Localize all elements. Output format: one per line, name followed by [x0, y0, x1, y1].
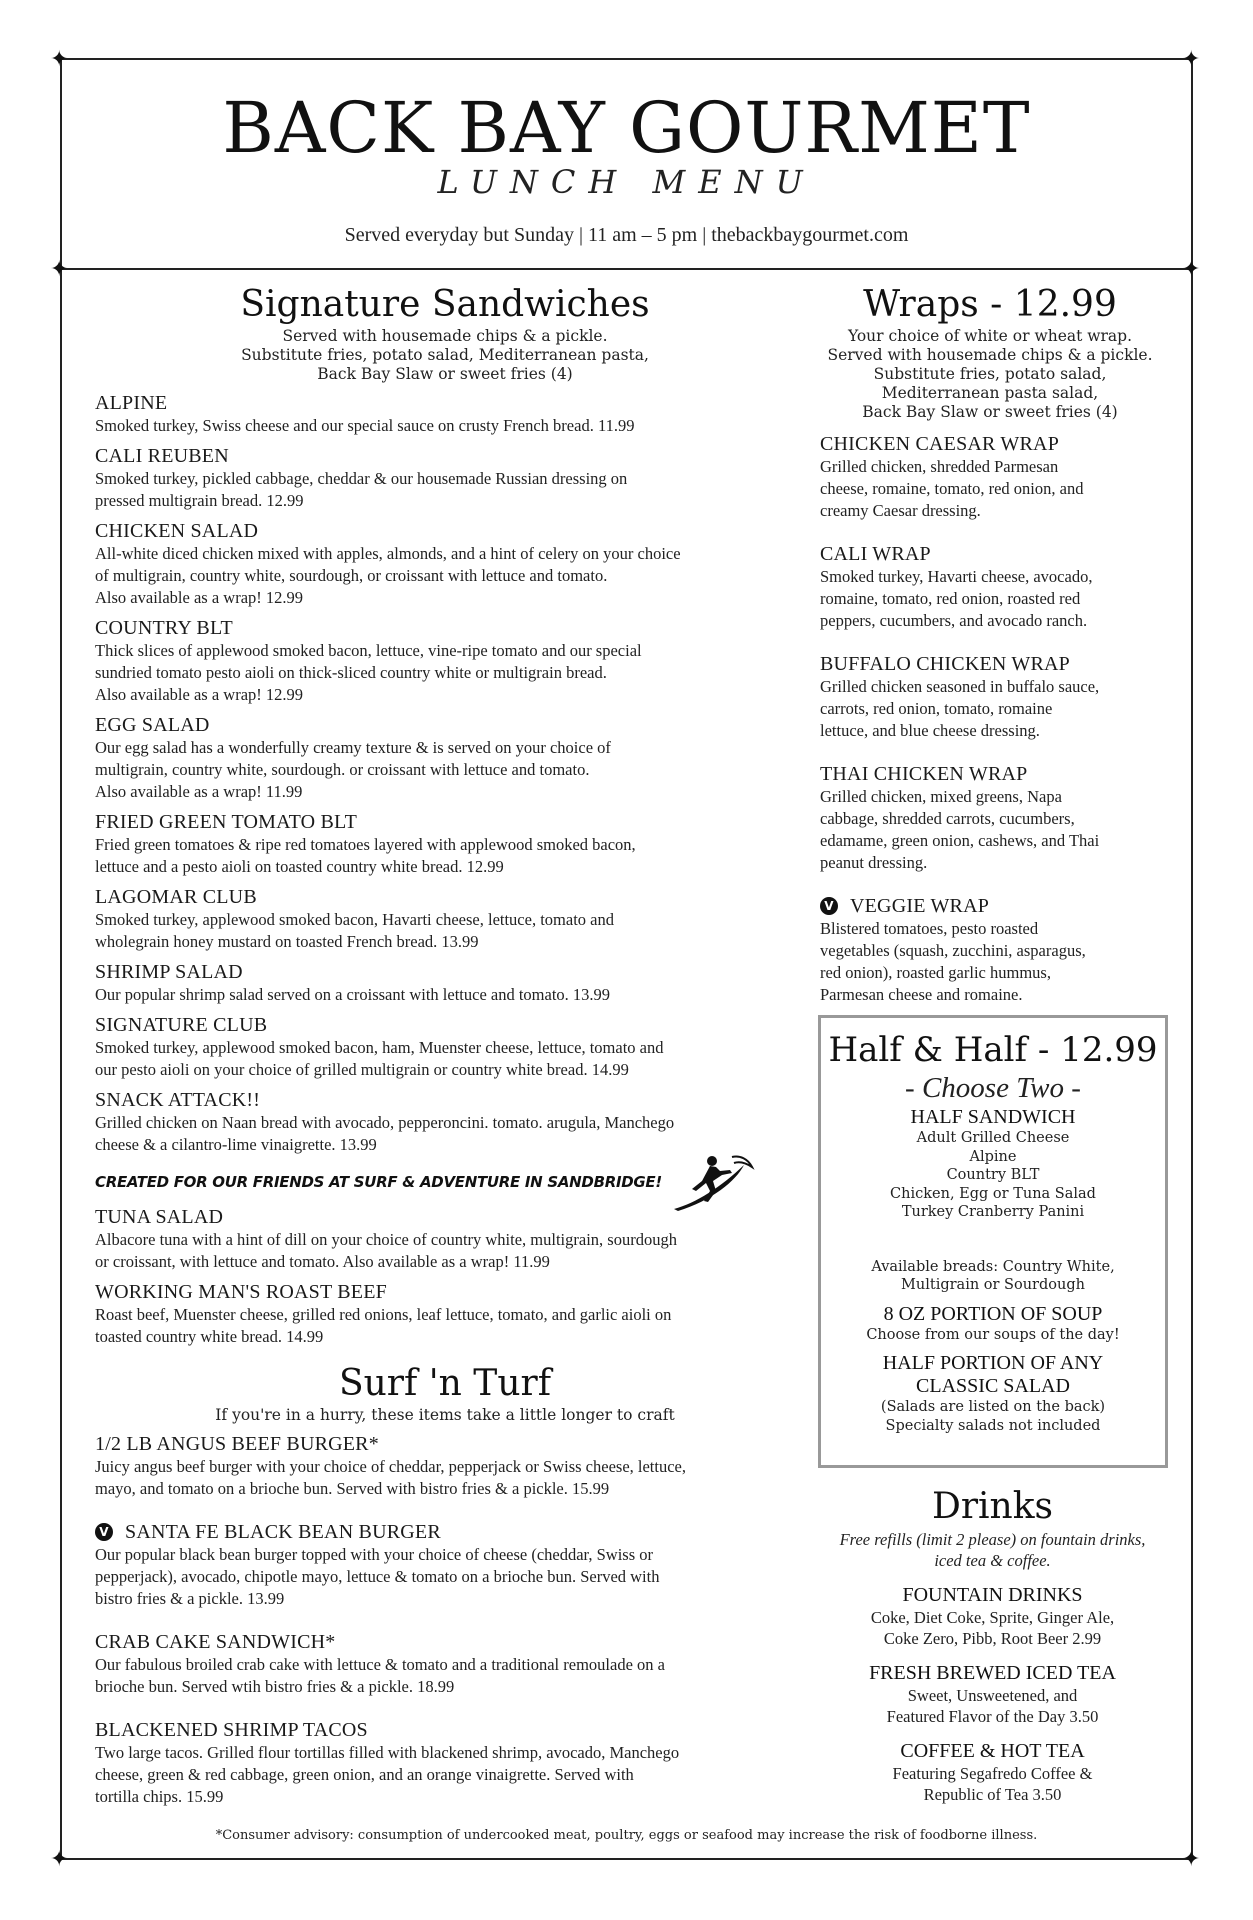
menu-item [95, 1520, 795, 1610]
available-breads: Available breads: Country White, [871, 1258, 1115, 1275]
wraps-note-line: Served with housemade chips & a pickle. [827, 346, 1153, 364]
surf-turf-note: If you're in a hurry, these items take a little longer to craft [215, 1406, 675, 1424]
item-desc: peanut dressing. [820, 853, 928, 872]
item-name: BLACKENED SHRIMP TACOS [95, 1719, 368, 1741]
wraps-note [820, 327, 1160, 422]
salad-title: HALF PORTION OF ANY [882, 1352, 1104, 1374]
drink-desc: Republic of Tea 3.50 [923, 1785, 1062, 1804]
sandwiches-note-line: Substitute fries, potato salad, Mediterranean pasta, [241, 346, 649, 364]
menu-item [95, 1205, 795, 1273]
item-desc: Thick slices of applewood smoked bacon, lettuce, vine-ripe tomato and our special [95, 641, 642, 660]
drinks-section [820, 1485, 1165, 1805]
menu-item [95, 960, 795, 1006]
item-desc: pepperjack), avocado, chipotle mayo, lettuce & tomato on a brioche bun. Served with [95, 1567, 660, 1586]
item-name: VEGGIE WRAP [850, 895, 990, 917]
item-desc: creamy Caesar dressing. [820, 501, 981, 520]
item-name: ALPINE [95, 392, 168, 414]
item-desc: carrots, red onion, tomato, romaine [820, 699, 1053, 718]
flourish-star-icon: ✦ [1182, 46, 1201, 71]
wraps-title: Wraps - 12.99 [863, 284, 1117, 325]
item-desc: wholegrain honey mustard on toasted French bread. 13.99 [95, 932, 479, 951]
item-name: CHICKEN CAESAR WRAP [820, 433, 1060, 455]
sandwich-option: Turkey Cranberry Panini [901, 1204, 1085, 1220]
menu-item [95, 885, 795, 953]
wraps-note-line: Mediterranean pasta salad, [881, 384, 1099, 402]
credit-text: CREATED FOR OUR FRIENDS AT SURF & ADVENTURE IN SANDBRIDGE! [95, 1173, 662, 1191]
item-desc: Smoked turkey, Swiss cheese and our special sauce on crusty French bread. 11.99 [95, 416, 635, 435]
half-half-title: Half & Half - 12.99 [828, 1030, 1158, 1070]
left-column [95, 283, 795, 1808]
sandwiches-title: Signature Sandwiches [240, 284, 650, 325]
item-desc: cabbage, shredded carrots, cucumbers, [820, 809, 1075, 828]
surf-turf-title: Surf 'n Turf [338, 1363, 552, 1404]
salad-note: Specialty salads not included [885, 1417, 1101, 1434]
item-desc: bistro fries & a pickle. 13.99 [95, 1589, 285, 1608]
item-name: CRAB CAKE SANDWICH* [95, 1631, 336, 1653]
item-desc: Blistered tomatoes, pesto roasted [820, 919, 1039, 938]
item-desc: cheese, romaine, tomato, red onion, and [820, 479, 1084, 498]
sandwich-option: Adult Grilled Cheese [916, 1130, 1070, 1146]
choose-two: - Choose Two - [905, 1072, 1081, 1104]
item-desc: of multigrain, country white, sourdough, or croissant with lettuce and tomato. [95, 566, 608, 585]
item-desc: red onion), roasted garlic hummus, [820, 963, 1051, 982]
item-desc: Smoked turkey, pickled cabbage, cheddar & our housemade Russian dressing on [95, 469, 628, 488]
soup-note: Choose from our soups of the day! [866, 1326, 1120, 1343]
item-desc: tortilla chips. 15.99 [95, 1787, 224, 1806]
right-column [820, 283, 1160, 1006]
menu-item [820, 762, 1160, 874]
drink-desc: Coke Zero, Pibb, Root Beer 2.99 [883, 1629, 1102, 1648]
item-desc: brioche bun. Served wtih bistro fries & a pickle. 18.99 [95, 1677, 455, 1696]
item-name: SANTA FE BLACK BEAN BURGER [125, 1521, 441, 1543]
item-desc: Our fabulous broiled crab cake with lettuce & tomato and a traditional remoulade on a [95, 1655, 665, 1674]
menu-item [820, 894, 1160, 1006]
menu-subtitle: LUNCH MENU [437, 163, 816, 201]
item-desc: cheese, green & red cabbage, green onion, and an orange vinaigrette. Served with [95, 1765, 634, 1784]
item-desc: Grilled chicken, shredded Parmesan [820, 457, 1059, 476]
frame-header-line [60, 268, 1193, 270]
half-sandwich-title: HALF SANDWICH [910, 1106, 1076, 1128]
menu-item [95, 519, 795, 609]
item-name: SIGNATURE CLUB [95, 1014, 268, 1036]
menu-header [60, 60, 1193, 266]
item-name: CALI REUBEN [95, 445, 229, 467]
menu-item [820, 652, 1160, 742]
item-name: BUFFALO CHICKEN WRAP [820, 653, 1070, 675]
item-desc: vegetables (squash, zucchini, asparagus, [820, 941, 1086, 960]
flourish-star-icon: ✦ [50, 46, 69, 71]
sandwiches-note [95, 327, 795, 384]
item-desc: Smoked turkey, applewood smoked bacon, ham, Muenster cheese, lettuce, tomato and [95, 1038, 664, 1057]
item-desc: Our egg salad has a wonderfully creamy texture & is served on your choice of [95, 738, 611, 757]
item-name: COUNTRY BLT [95, 617, 233, 639]
item-desc: pressed multigrain bread. 12.99 [95, 491, 304, 510]
sandwiches-note-line: Back Bay Slaw or sweet fries (4) [317, 365, 573, 383]
available-breads: Multigrain or Sourdough [901, 1277, 1085, 1293]
sandwiches-note-line: Served with housemade chips & a pickle. [282, 327, 608, 345]
item-desc: sundried tomato pesto aioli on thick-sliced country white or multigrain bread. [95, 663, 607, 682]
menu-item [820, 432, 1160, 522]
flourish-star-icon: ✦ [50, 256, 69, 281]
drink-name: FOUNTAIN DRINKS [902, 1584, 1083, 1606]
drink-name: COFFEE & HOT TEA [900, 1740, 1085, 1762]
menu-item [820, 542, 1160, 632]
item-desc: Fried green tomatoes & ripe red tomatoes layered with applewood smoked bacon, [95, 835, 636, 854]
drinks-note: iced tea & coffee. [934, 1551, 1051, 1570]
item-name: SHRIMP SALAD [95, 961, 243, 983]
item-desc: Juicy angus beef burger with your choice of cheddar, pepperjack or Swiss cheese, lettuce, [95, 1457, 686, 1476]
vegetarian-icon: V [820, 897, 838, 915]
item-name: EGG SALAD [95, 714, 210, 736]
soup-title: 8 OZ PORTION OF SOUP [883, 1302, 1103, 1325]
item-desc: romaine, tomato, red onion, roasted red [820, 589, 1081, 608]
service-info: Served everyday but Sunday | 11 am – 5 pm | thebackbaygourmet.com [344, 224, 909, 246]
item-desc: toasted country white bread. 14.99 [95, 1327, 324, 1346]
vegetarian-icon: V [95, 1523, 113, 1541]
item-desc: our pesto aioli on your choice of grilled multigrain or country white bread. 14.99 [95, 1060, 629, 1079]
drink-name: FRESH BREWED ICED TEA [869, 1662, 1116, 1684]
menu-item [95, 810, 795, 878]
item-desc: Grilled chicken on Naan bread with avocado, pepperoncini. tomato. arugula, Manchego [95, 1113, 675, 1132]
drink-desc: Coke, Diet Coke, Sprite, Ginger Ale, [870, 1608, 1115, 1627]
item-name-row [95, 1520, 795, 1544]
item-desc: All-white diced chicken mixed with apples, almonds, and a hint of celery on your choice [95, 544, 681, 563]
item-name: WORKING MAN'S ROAST BEEF [95, 1281, 387, 1303]
item-desc: Roast beef, Muenster cheese, grilled red onions, leaf lettuce, tomato, and garlic aioli on [95, 1305, 672, 1324]
item-desc: multigrain, country white, sourdough. or croissant with lettuce and tomato. [95, 760, 590, 779]
menu-item [95, 1718, 795, 1808]
item-name: TUNA SALAD [95, 1206, 224, 1228]
item-desc: Also available as a wrap! 12.99 [95, 588, 304, 607]
drink-desc: Featured Flavor of the Day 3.50 [886, 1707, 1099, 1726]
item-name: SNACK ATTACK!! [95, 1089, 261, 1111]
item-desc: or croissant, with lettuce and tomato. Also available as a wrap! 11.99 [95, 1252, 550, 1271]
sandwich-option: Alpine [969, 1148, 1017, 1165]
item-name: 1/2 LB ANGUS BEEF BURGER* [95, 1433, 379, 1455]
menu-item [95, 1280, 795, 1348]
item-desc: peppers, cucumbers, and avocado ranch. [820, 611, 1088, 630]
flourish-star-icon: ✦ [50, 1846, 69, 1871]
item-name: CALI WRAP [820, 543, 931, 565]
consumer-advisory: *Consumer advisory: consumption of undercooked meat, poultry, eggs or seafood may increase the risk of foodborne illness. [215, 1828, 1038, 1843]
menu-item [95, 616, 795, 706]
half-and-half-box [818, 1015, 1168, 1468]
wraps-note-line: Your choice of white or wheat wrap. [847, 327, 1133, 345]
drink-desc: Featuring Segafredo Coffee & [892, 1764, 1093, 1783]
item-name: FRIED GREEN TOMATO BLT [95, 811, 358, 833]
menu-item [95, 1013, 795, 1081]
menu-item [95, 1630, 795, 1698]
item-desc: edamame, green onion, cashews, and Thai [820, 831, 1100, 850]
wraps-note-line: Back Bay Slaw or sweet fries (4) [862, 403, 1118, 421]
salad-note: (Salads are listed on the back) [880, 1399, 1106, 1415]
flourish-star-icon: ✦ [1182, 256, 1201, 281]
menu-item [95, 713, 795, 803]
frame-bottom-line [60, 1858, 1193, 1860]
item-desc: lettuce and a pesto aioli on toasted country white bread. 12.99 [95, 857, 504, 876]
frame-left-line [60, 58, 62, 1860]
surf-adventure-credit [95, 1158, 795, 1206]
restaurant-name: BACK BAY GOURMET [222, 87, 1031, 169]
item-desc: Parmesan cheese and romaine. [820, 985, 1023, 1004]
item-desc: Grilled chicken, mixed greens, Napa [820, 787, 1062, 806]
sandwich-option: Country BLT [946, 1167, 1040, 1183]
item-desc: lettuce, and blue cheese dressing. [820, 721, 1040, 740]
item-desc: Grilled chicken seasoned in buffalo sauce, [820, 677, 1100, 696]
flourish-star-icon: ✦ [1182, 1846, 1201, 1871]
wraps-note-line: Substitute fries, potato salad, [873, 365, 1107, 383]
item-name: CHICKEN SALAD [95, 520, 259, 542]
item-desc: Our popular shrimp salad served on a croissant with lettuce and tomato. 13.99 [95, 985, 611, 1004]
drinks-title: Drinks [931, 1486, 1054, 1527]
frame-right-line [1191, 58, 1193, 1860]
menu-item [95, 1088, 795, 1156]
menu-item [95, 1432, 795, 1500]
item-desc: Our popular black bean burger topped with your choice of cheese (cheddar, Swiss or [95, 1545, 654, 1564]
item-desc: mayo, and tomato on a brioche bun. Served with bistro fries & a pickle. 15.99 [95, 1479, 610, 1498]
sandwich-option: Chicken, Egg or Tuna Salad [890, 1185, 1096, 1202]
item-desc: Smoked turkey, Havarti cheese, avocado, [820, 567, 1093, 586]
item-name: THAI CHICKEN WRAP [820, 763, 1028, 785]
salad-title: CLASSIC SALAD [916, 1375, 1070, 1397]
menu-item [95, 444, 795, 512]
item-desc: Also available as a wrap! 11.99 [95, 782, 303, 801]
item-desc: Smoked turkey, applewood smoked bacon, Havarti cheese, lettuce, tomato and [95, 910, 614, 929]
item-name: LAGOMAR CLUB [95, 886, 257, 908]
surfer-icon [666, 1151, 756, 1213]
item-name-row [820, 894, 1160, 918]
item-desc: Two large tacos. Grilled flour tortillas filled with blackened shrimp, avocado, Manchego [95, 1743, 680, 1762]
item-desc: cheese & a cilantro-lime vinaigrette. 13.99 [95, 1135, 377, 1154]
item-desc: Also available as a wrap! 12.99 [95, 685, 304, 704]
menu-item [95, 391, 795, 437]
drink-desc: Sweet, Unsweetened, and [907, 1686, 1078, 1705]
drinks-note: Free refills (limit 2 please) on fountain drinks, [839, 1530, 1146, 1549]
item-desc: Albacore tuna with a hint of dill on your choice of country white, multigrain, sourdough [95, 1230, 677, 1249]
